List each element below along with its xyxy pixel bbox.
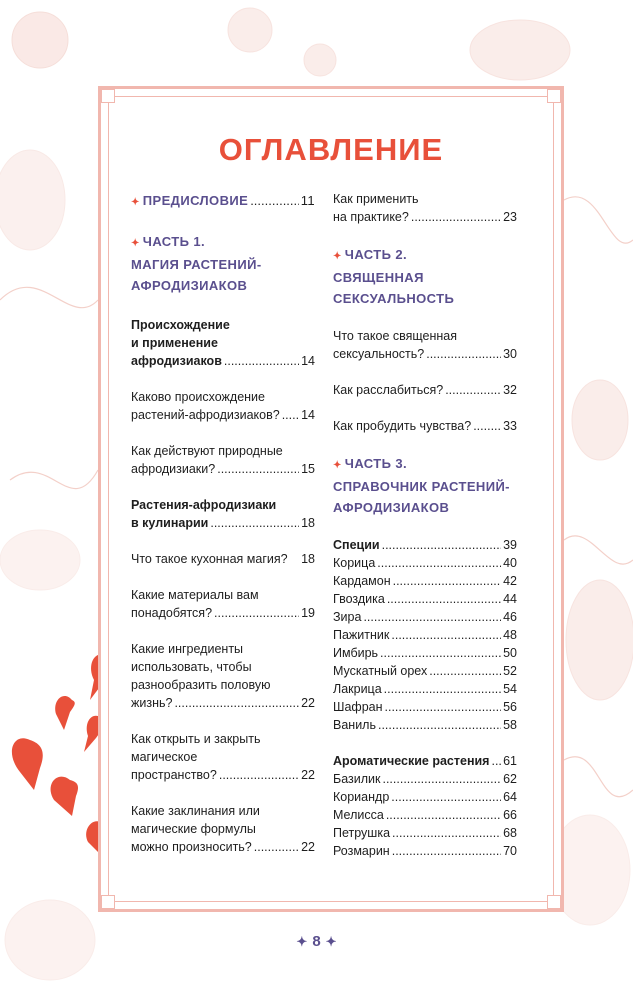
- toc-entry-label: Кориандр: [333, 790, 390, 804]
- star-bullet-icon: ✦: [333, 251, 342, 262]
- toc-entry-label: Растения-афродизиаки: [131, 498, 277, 512]
- toc-page-number: 39: [503, 538, 517, 552]
- toc-entry-label: использовать, чтобы: [131, 660, 252, 674]
- toc-entry-label: Как действуют природные: [131, 444, 283, 458]
- page-number-footer: [0, 933, 633, 950]
- toc-entry[interactable]: [333, 608, 517, 626]
- toc-entry[interactable]: [131, 388, 315, 424]
- toc-entry[interactable]: [333, 554, 517, 572]
- toc-part-3-heading[interactable]: [333, 453, 517, 518]
- toc-entry[interactable]: [333, 626, 517, 644]
- toc-entry[interactable]: [131, 802, 315, 856]
- toc-entry-label: магические формулы: [131, 822, 256, 836]
- part-title-line: СПРАВОЧНИК РАСТЕНИЙ-: [333, 479, 510, 494]
- leader-dots: [387, 590, 501, 608]
- toc-entry[interactable]: [333, 698, 517, 716]
- leader-dots: [392, 824, 501, 842]
- toc-entry[interactable]: [333, 190, 517, 226]
- page-title: ОГЛАВЛЕНИЕ: [218, 132, 444, 167]
- toc-entry-label: Как пробудить чувства?: [333, 419, 472, 433]
- toc-section-origin[interactable]: [131, 316, 315, 370]
- toc-entry-label: Ароматические растения: [333, 754, 490, 768]
- toc-page-number: 15: [301, 462, 315, 476]
- toc-entry-label: в кулинарии: [131, 516, 209, 530]
- toc-page-number: 14: [301, 354, 315, 368]
- toc-entry[interactable]: [333, 842, 517, 860]
- toc-entry-label: Какие ингредиенты: [131, 642, 244, 656]
- toc-page-number: 54: [503, 682, 517, 696]
- toc-entry-label: Специи: [333, 538, 380, 552]
- toc-entry-label: на практике?: [333, 210, 409, 224]
- leader-dots: [219, 766, 299, 784]
- toc-entry-label: афродизиаков: [131, 354, 222, 368]
- toc-part-1-heading[interactable]: [131, 231, 315, 296]
- toc-left-column: [131, 190, 315, 856]
- leader-dots: [392, 842, 501, 860]
- toc-entry-label: Розмарин: [333, 844, 390, 858]
- toc-entry[interactable]: [333, 752, 517, 770]
- toc-entry-label: Пажитник: [333, 628, 390, 642]
- star-ornament-icon: ✦: [325, 934, 337, 949]
- toc-entry[interactable]: [333, 644, 517, 662]
- leader-dots: [224, 352, 299, 370]
- toc-entry[interactable]: [333, 417, 517, 435]
- toc-page-number: 40: [503, 556, 517, 570]
- toc-right-column: [333, 190, 517, 860]
- toc-page-number: 66: [503, 808, 517, 822]
- toc-entry-label: Мелисса: [333, 808, 384, 822]
- toc-entry-label: Шафран: [333, 700, 383, 714]
- leader-dots: [411, 208, 501, 226]
- leader-dots: [254, 838, 299, 856]
- leader-dots: [174, 694, 299, 712]
- star-bullet-icon: ✦: [131, 197, 140, 208]
- toc-entry[interactable]: [333, 788, 517, 806]
- toc-entry-label: растений-афродизиаков?: [131, 408, 280, 422]
- toc-page-number: 19: [301, 606, 315, 620]
- leader-dots: [377, 554, 501, 572]
- toc-page-number: 58: [503, 718, 517, 732]
- toc-page-number: 18: [301, 516, 315, 530]
- leader-dots: [473, 417, 501, 435]
- leader-dots: [363, 608, 501, 626]
- toc-page-number: 46: [503, 610, 517, 624]
- toc-entry-label: разнообразить половую: [131, 678, 271, 692]
- leader-dots: [378, 716, 501, 734]
- toc-page-number: 33: [503, 419, 517, 433]
- leader-dots: [217, 460, 299, 478]
- toc-entry[interactable]: [333, 680, 517, 698]
- toc-entry-preface[interactable]: [131, 190, 315, 213]
- part-number: ЧАСТЬ 1.: [142, 234, 205, 249]
- hearts-decoration: [12, 655, 110, 852]
- leader-dots: [385, 698, 502, 716]
- toc-entry[interactable]: [131, 640, 315, 712]
- leader-dots: [384, 680, 501, 698]
- toc-entry-label: пространство?: [131, 768, 217, 782]
- toc-page-number: 14: [301, 408, 315, 422]
- leader-dots: [380, 644, 501, 662]
- toc-entry-label: магическое: [131, 750, 198, 764]
- toc-entry[interactable]: [333, 536, 517, 554]
- toc-entry-label: афродизиаки?: [131, 462, 216, 476]
- toc-page-number: 18: [301, 552, 315, 566]
- part-number: ЧАСТЬ 3.: [344, 456, 407, 471]
- toc-page-number: 42: [503, 574, 517, 588]
- part-title-line: МАГИЯ РАСТЕНИЙ-: [131, 257, 262, 272]
- part-title-line: АФРОДИЗИАКОВ: [333, 500, 450, 515]
- toc-page-number: 23: [503, 210, 517, 224]
- leader-dots: [210, 514, 299, 532]
- leader-dots: [391, 788, 501, 806]
- toc-entry[interactable]: [333, 327, 517, 363]
- toc-entry-label: Имбирь: [333, 646, 379, 660]
- frame-corner: [547, 895, 561, 909]
- toc-page-number: 70: [503, 844, 517, 858]
- leader-dots: [382, 536, 502, 554]
- toc-entry-label: Что такое кухонная магия?: [131, 552, 288, 566]
- toc-entry-label: жизнь?: [131, 696, 173, 710]
- toc-page-number: 68: [503, 826, 517, 840]
- frame-corner: [101, 895, 115, 909]
- toc-entry-label: ПРЕДИСЛОВИЕ: [142, 193, 249, 208]
- toc-entry[interactable]: [333, 770, 517, 788]
- toc-entry-label: Как открыть и закрыть: [131, 732, 261, 746]
- toc-page-number: 44: [503, 592, 517, 606]
- toc-entry[interactable]: [131, 442, 315, 478]
- toc-entry[interactable]: [333, 806, 517, 824]
- toc-page-number: 22: [301, 696, 315, 710]
- toc-entry-label: Кардамон: [333, 574, 391, 588]
- toc-page-number: 50: [503, 646, 517, 660]
- frame-corner: [101, 89, 115, 103]
- toc-spices-list: [333, 536, 517, 734]
- star-bullet-icon: ✦: [333, 460, 342, 471]
- toc-entry-label: Каково происхождение: [131, 390, 265, 404]
- leader-dots: [391, 626, 501, 644]
- toc-entry[interactable]: [333, 381, 517, 399]
- toc-page-number: 22: [301, 768, 315, 782]
- part-title-line: СВЯЩЕННАЯ: [333, 270, 424, 285]
- leader-dots: [214, 604, 299, 622]
- toc-entry[interactable]: [333, 824, 517, 842]
- toc-page-number: 32: [503, 383, 517, 397]
- leader-dots: [282, 406, 299, 424]
- toc-entry-label: Петрушка: [333, 826, 391, 840]
- leader-dots: [386, 806, 501, 824]
- toc-page-number: 30: [503, 347, 517, 361]
- toc-section-cooking[interactable]: [131, 496, 315, 532]
- star-bullet-icon: ✦: [131, 238, 140, 249]
- toc-page-number: 64: [503, 790, 517, 804]
- toc-entry-label: и применение: [131, 336, 218, 350]
- toc-entry-label: Происхождение: [131, 318, 230, 332]
- toc-entry-label: понадобятся?: [131, 606, 213, 620]
- toc-entry[interactable]: [333, 590, 517, 608]
- toc-entry[interactable]: [131, 550, 315, 568]
- toc-entry-label: сексуальность?: [333, 347, 425, 361]
- toc-entry[interactable]: [131, 586, 315, 622]
- toc-page-number: 22: [301, 840, 315, 854]
- part-title-line: СЕКСУАЛЬНОСТЬ: [333, 291, 455, 306]
- leader-dots: [429, 662, 501, 680]
- toc-page-number: 62: [503, 772, 517, 786]
- toc-entry[interactable]: [131, 730, 315, 784]
- leader-dots: [491, 752, 501, 770]
- toc-page-number: 11: [300, 193, 315, 208]
- leader-dots: [445, 381, 501, 399]
- leader-dots: [393, 572, 502, 590]
- page-number: 8: [312, 933, 321, 950]
- leader-dots: [250, 190, 299, 211]
- toc-entry[interactable]: [333, 662, 517, 680]
- toc-entry-label: Зира: [333, 610, 362, 624]
- toc-entry-label: Мускатный орех: [333, 664, 428, 678]
- toc-entry-label: Какие заклинания или: [131, 804, 260, 818]
- toc-page-number: 56: [503, 700, 517, 714]
- part-title-line: АФРОДИЗИАКОВ: [131, 278, 248, 293]
- toc-page-number: 61: [503, 754, 517, 768]
- toc-page-number: 48: [503, 628, 517, 642]
- toc-entry-label: Лакрица: [333, 682, 382, 696]
- part-number: ЧАСТЬ 2.: [344, 247, 407, 262]
- toc-entry[interactable]: [333, 572, 517, 590]
- toc-herbs-list: [333, 752, 517, 860]
- leader-dots: [426, 345, 501, 363]
- toc-entry-label: Как применить: [333, 192, 419, 206]
- toc-entry-label: Гвоздика: [333, 592, 385, 606]
- toc-entry[interactable]: [333, 716, 517, 734]
- toc-entry-label: можно произносить?: [131, 840, 252, 854]
- toc-entry-label: Корица: [333, 556, 376, 570]
- star-ornament-icon: ✦: [296, 934, 308, 949]
- toc-entry-label: Базилик: [333, 772, 381, 786]
- toc-part-2-heading[interactable]: [333, 244, 517, 309]
- toc-entry-label: Какие материалы вам: [131, 588, 259, 602]
- toc-entry-label: Что такое священная: [333, 329, 458, 343]
- toc-page-number: 52: [503, 664, 517, 678]
- frame-corner: [547, 89, 561, 103]
- toc-entry-label: Как расслабиться?: [333, 383, 444, 397]
- leader-dots: [382, 770, 501, 788]
- toc-entry-label: Ваниль: [333, 718, 376, 732]
